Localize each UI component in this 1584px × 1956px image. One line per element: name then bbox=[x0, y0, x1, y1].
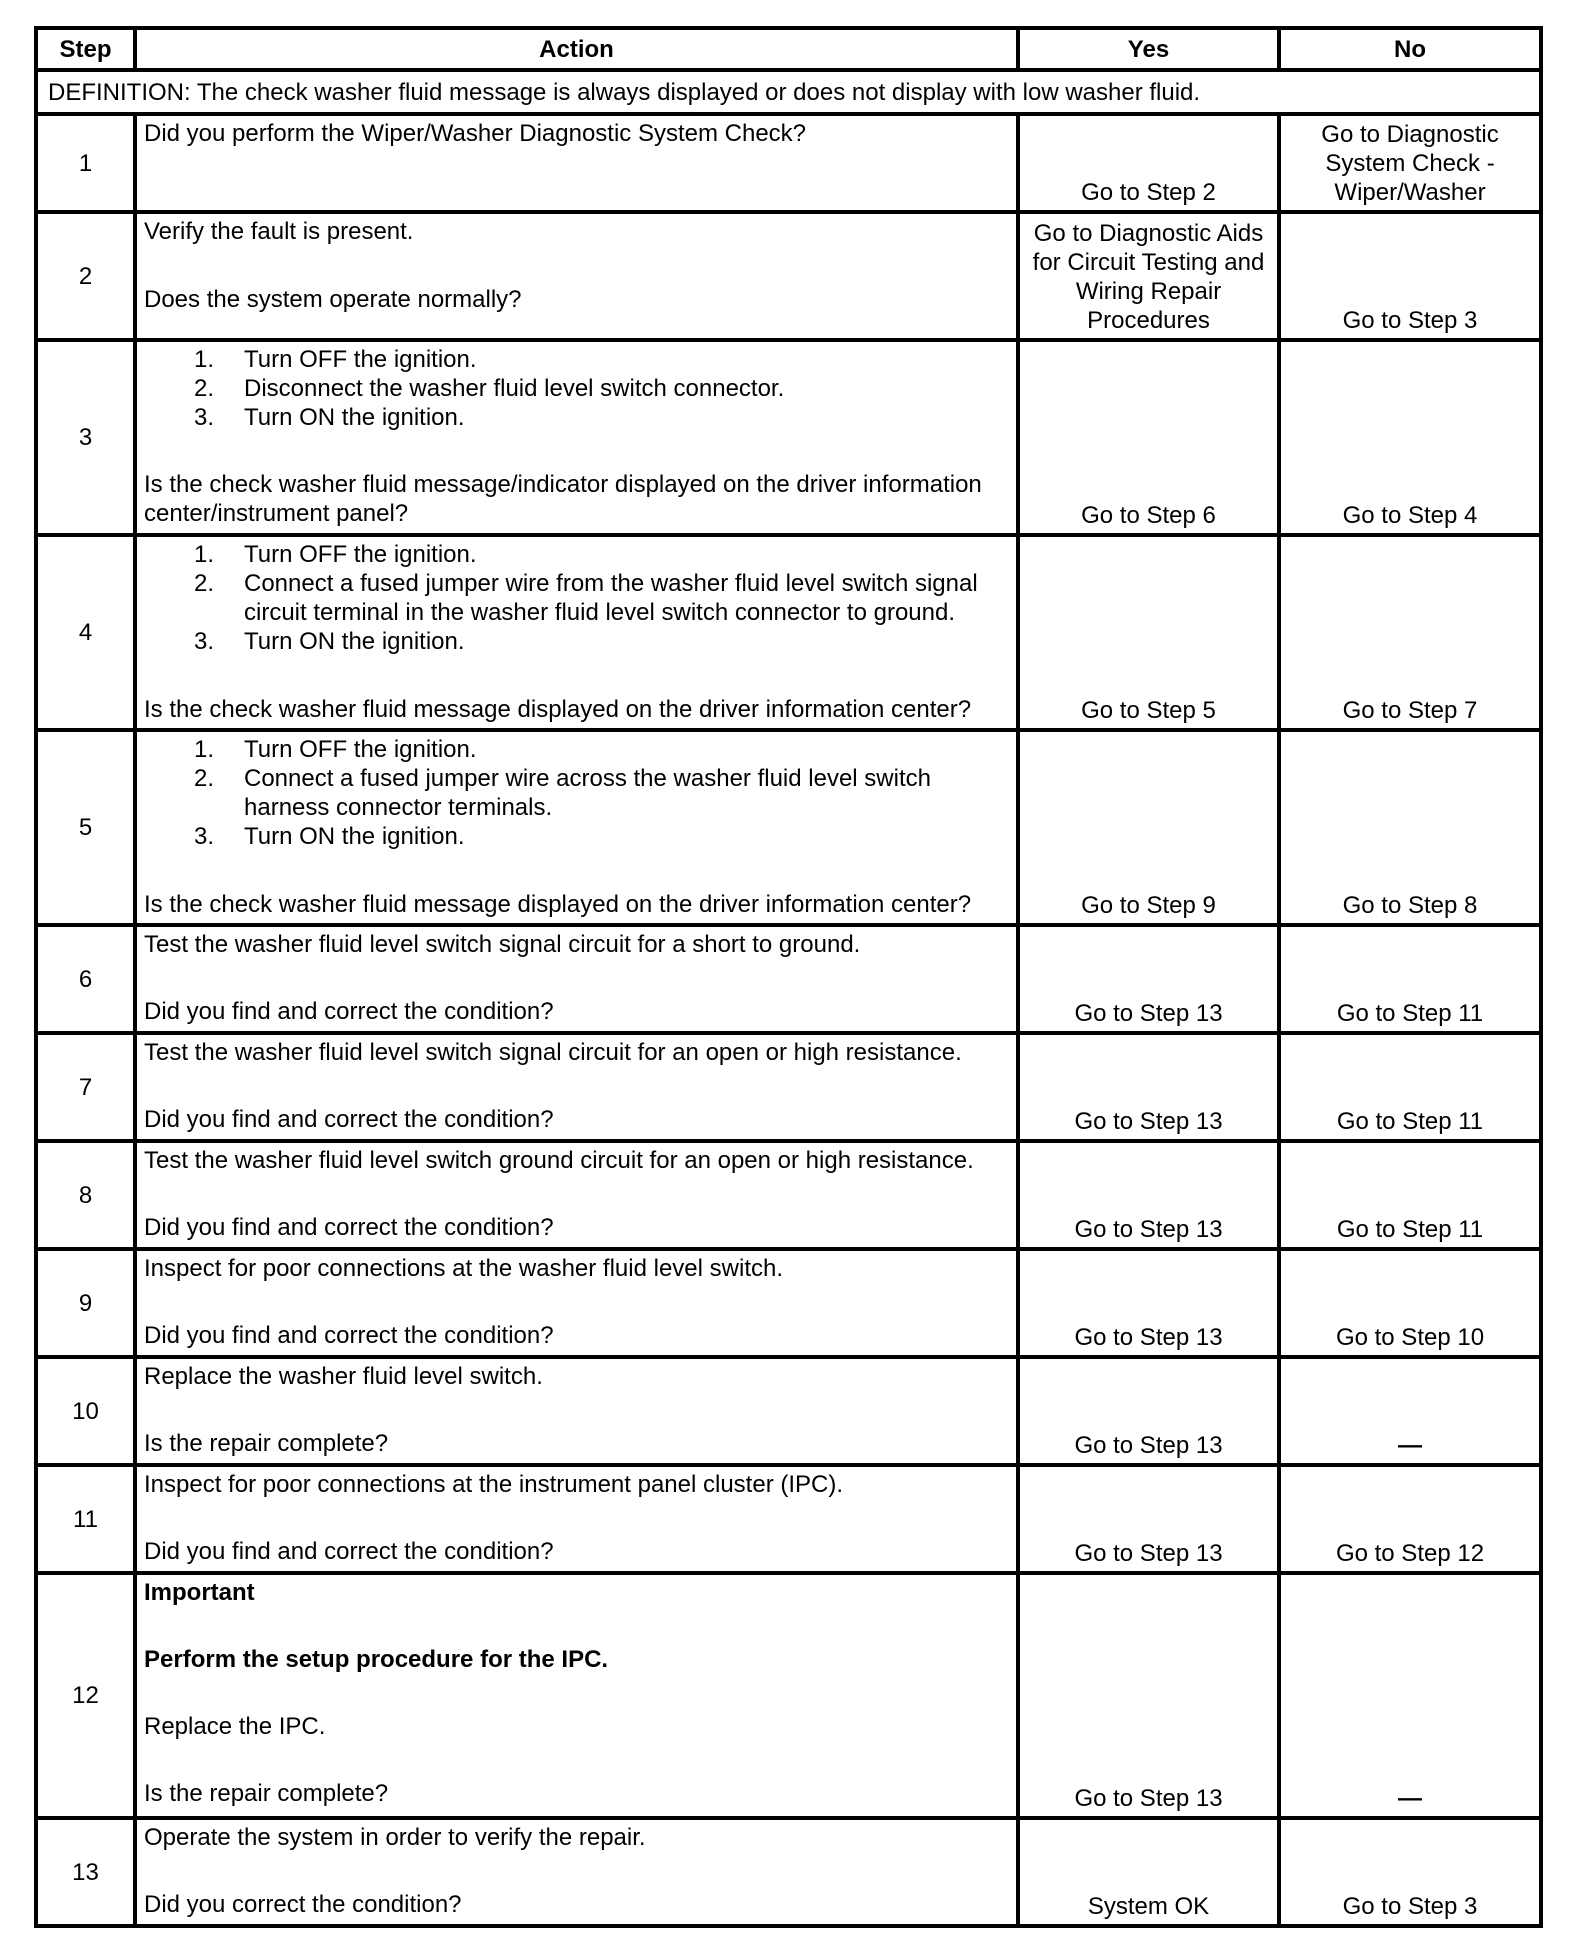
action-cell bbox=[135, 340, 1018, 535]
yes-cell: Go to Step 13 bbox=[1018, 1249, 1279, 1357]
no-cell: Go to Step 11 bbox=[1279, 1033, 1541, 1141]
header-yes: Yes bbox=[1018, 28, 1279, 70]
step-number: 5 bbox=[36, 730, 135, 925]
yes-cell: Go to Step 5 bbox=[1018, 535, 1279, 730]
yes-cell: Go to Diagnostic Aids for Circuit Testing and Wiring Repair Procedures bbox=[1018, 212, 1279, 340]
question-text: Is the check washer fluid message displayed on the driver information center? bbox=[144, 696, 972, 723]
action-text: Did you perform the Wiper/Washer Diagnostic System Check? bbox=[144, 120, 807, 147]
no-cell: Go to Step 12 bbox=[1279, 1465, 1541, 1573]
header-no: No bbox=[1279, 28, 1541, 70]
yes-cell: Go to Step 13 bbox=[1018, 925, 1279, 1033]
action-text: Test the washer fluid level switch signal circuit for a short to ground. bbox=[144, 931, 861, 958]
question-text: Is the repair complete? bbox=[144, 1430, 389, 1457]
table-row bbox=[36, 925, 1541, 1033]
question-text: Did you find and correct the condition? bbox=[144, 1322, 554, 1349]
list-item: 2. Connect a fused jumper wire across the washer fluid level switch harness connector terminals. bbox=[194, 765, 931, 821]
list-item: 3. Turn ON the ignition. bbox=[194, 823, 465, 850]
yes-cell: Go to Step 2 bbox=[1018, 114, 1279, 212]
question-text: Did you find and correct the condition? bbox=[144, 1538, 554, 1565]
yes-cell: Go to Step 13 bbox=[1018, 1573, 1279, 1818]
action-text: Test the washer fluid level switch ground circuit for an open or high resistance. bbox=[144, 1147, 974, 1174]
diagnostic-table-container bbox=[34, 26, 1539, 1928]
no-cell: Go to Step 8 bbox=[1279, 730, 1541, 925]
yes-cell: System OK bbox=[1018, 1818, 1279, 1926]
action-list bbox=[144, 345, 1009, 432]
table-row bbox=[36, 1357, 1541, 1465]
action-text: Verify the fault is present. bbox=[144, 218, 414, 245]
question-text: Did you find and correct the condition? bbox=[144, 998, 554, 1025]
step-number: 2 bbox=[36, 212, 135, 340]
table-row bbox=[36, 730, 1541, 925]
action-text: Inspect for poor connections at the washer fluid level switch. bbox=[144, 1255, 783, 1282]
step-number: 10 bbox=[36, 1357, 135, 1465]
action-list bbox=[144, 540, 1009, 656]
step-number: 4 bbox=[36, 535, 135, 730]
header-row bbox=[36, 28, 1541, 70]
action-list bbox=[144, 735, 1009, 851]
action-cell bbox=[135, 1141, 1018, 1249]
diagnostic-table bbox=[34, 26, 1543, 1928]
table-row bbox=[36, 535, 1541, 730]
table-row bbox=[36, 1573, 1541, 1818]
header-action: Action bbox=[135, 28, 1018, 70]
list-item: 1. Turn OFF the ignition. bbox=[194, 736, 477, 763]
yes-cell: Go to Step 13 bbox=[1018, 1033, 1279, 1141]
list-item: 1. Turn OFF the ignition. bbox=[194, 346, 477, 373]
step-number: 11 bbox=[36, 1465, 135, 1573]
table-row bbox=[36, 1818, 1541, 1926]
list-item: 2. Disconnect the washer fluid level switch connector. bbox=[194, 375, 785, 402]
action-cell bbox=[135, 535, 1018, 730]
action-text: Replace the washer fluid level switch. bbox=[144, 1363, 543, 1390]
step-number: 13 bbox=[36, 1818, 135, 1926]
definition-text: DEFINITION: The check washer fluid message is always displayed or does not display with low washer fluid. bbox=[36, 70, 1541, 114]
question-text: Is the check washer fluid message/indicator displayed on the driver information center/instrument panel? bbox=[144, 471, 982, 527]
step-number: 12 bbox=[36, 1573, 135, 1818]
step-number: 3 bbox=[36, 340, 135, 535]
no-cell: Go to Step 11 bbox=[1279, 925, 1541, 1033]
table-row bbox=[36, 1249, 1541, 1357]
no-cell: Go to Step 3 bbox=[1279, 212, 1541, 340]
no-cell: — bbox=[1279, 1357, 1541, 1465]
step-number: 7 bbox=[36, 1033, 135, 1141]
no-cell: — bbox=[1279, 1573, 1541, 1818]
yes-cell: Go to Step 9 bbox=[1018, 730, 1279, 925]
table-row bbox=[36, 340, 1541, 535]
list-item: 3. Turn ON the ignition. bbox=[194, 404, 465, 431]
list-item: 1. Turn OFF the ignition. bbox=[194, 541, 477, 568]
action-cell bbox=[135, 1465, 1018, 1573]
important-note: Perform the setup procedure for the IPC. bbox=[144, 1646, 609, 1673]
no-cell: Go to Step 4 bbox=[1279, 340, 1541, 535]
table-row bbox=[36, 114, 1541, 212]
yes-cell: Go to Step 13 bbox=[1018, 1141, 1279, 1249]
no-cell: Go to Diagnostic System Check - Wiper/Washer bbox=[1279, 114, 1541, 212]
question-text: Is the repair complete? bbox=[144, 1780, 389, 1807]
action-cell bbox=[135, 1573, 1018, 1818]
action-text: Test the washer fluid level switch signal circuit for an open or high resistance. bbox=[144, 1039, 962, 1066]
action-cell bbox=[135, 114, 1018, 212]
step-number: 1 bbox=[36, 114, 135, 212]
no-cell: Go to Step 11 bbox=[1279, 1141, 1541, 1249]
list-item: 2. Connect a fused jumper wire from the washer fluid level switch signal circuit terminal in the washer fluid level switch connector to ground. bbox=[194, 570, 978, 626]
action-cell bbox=[135, 1357, 1018, 1465]
yes-cell: Go to Step 6 bbox=[1018, 340, 1279, 535]
table-row bbox=[36, 1033, 1541, 1141]
question-text: Did you find and correct the condition? bbox=[144, 1214, 554, 1241]
action-cell bbox=[135, 1033, 1018, 1141]
action-text: Operate the system in order to verify the repair. bbox=[144, 1824, 646, 1851]
question-text: Did you correct the condition? bbox=[144, 1891, 462, 1918]
step-number: 6 bbox=[36, 925, 135, 1033]
action-cell bbox=[135, 1249, 1018, 1357]
no-cell: Go to Step 10 bbox=[1279, 1249, 1541, 1357]
action-cell bbox=[135, 925, 1018, 1033]
action-text: Inspect for poor connections at the instrument panel cluster (IPC). bbox=[144, 1471, 844, 1498]
definition-row bbox=[36, 70, 1541, 114]
header-step: Step bbox=[36, 28, 135, 70]
no-cell: Go to Step 7 bbox=[1279, 535, 1541, 730]
table-row bbox=[36, 1465, 1541, 1573]
action-cell bbox=[135, 212, 1018, 340]
action-text: Replace the IPC. bbox=[144, 1713, 326, 1740]
list-item: 3. Turn ON the ignition. bbox=[194, 628, 465, 655]
table-row bbox=[36, 1141, 1541, 1249]
no-cell: Go to Step 3 bbox=[1279, 1818, 1541, 1926]
action-cell bbox=[135, 730, 1018, 925]
question-text: Did you find and correct the condition? bbox=[144, 1106, 554, 1133]
step-number: 8 bbox=[36, 1141, 135, 1249]
important-label: Important bbox=[144, 1579, 255, 1606]
table-row bbox=[36, 212, 1541, 340]
yes-cell: Go to Step 13 bbox=[1018, 1465, 1279, 1573]
question-text: Does the system operate normally? bbox=[144, 286, 522, 313]
step-number: 9 bbox=[36, 1249, 135, 1357]
question-text: Is the check washer fluid message displayed on the driver information center? bbox=[144, 891, 972, 918]
action-cell bbox=[135, 1818, 1018, 1926]
yes-cell: Go to Step 13 bbox=[1018, 1357, 1279, 1465]
